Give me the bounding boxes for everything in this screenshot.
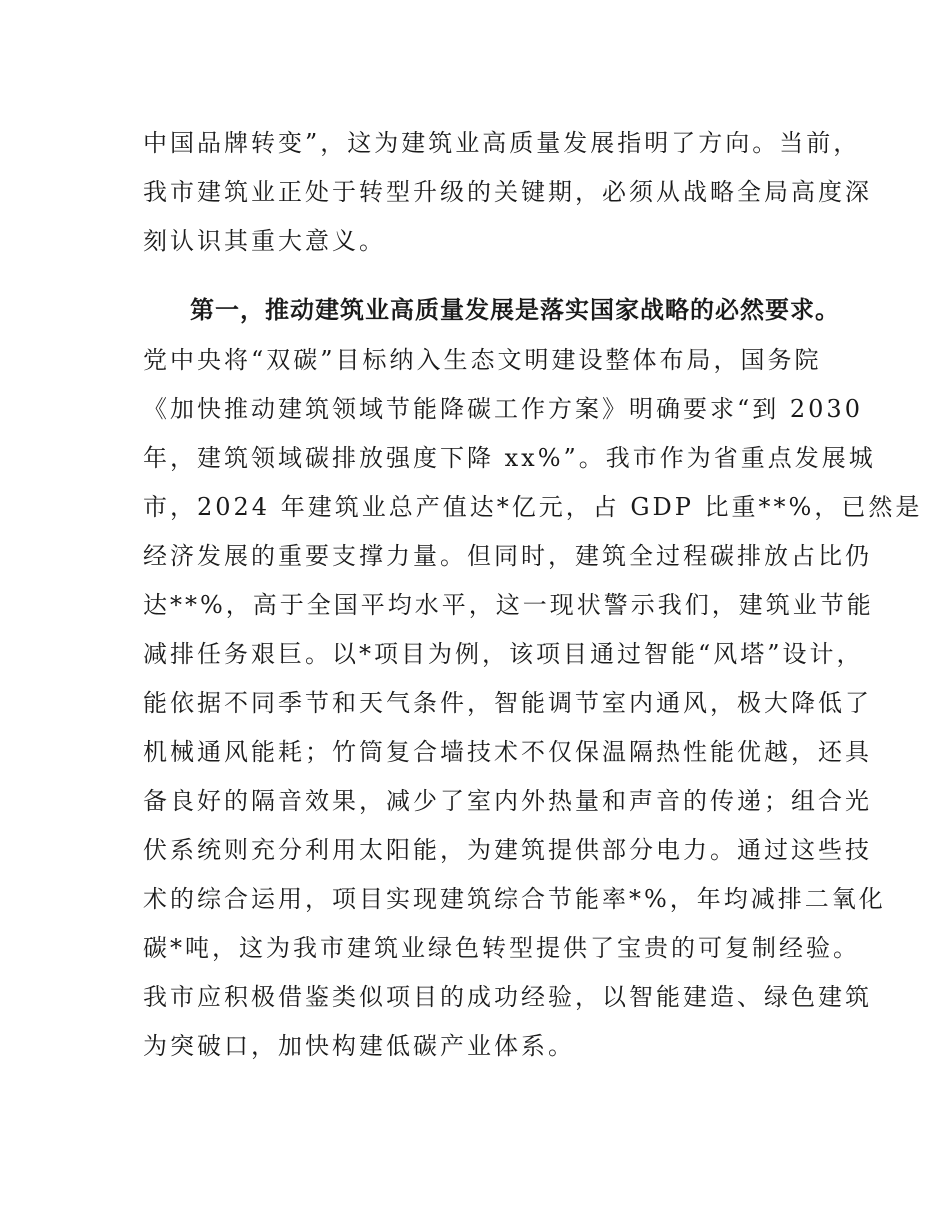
intro-line-2: 我市建筑业正处于转型升级的关键期，必须从战略全局高度深 bbox=[143, 178, 872, 206]
body-line-2: 《加快推动建筑领域节能降碳工作方案》明确要求“到 2030 bbox=[143, 395, 863, 423]
body-line-4: 市，2024 年建筑业总产值达*亿元，占 GDP 比重**%，已然是 bbox=[143, 493, 923, 521]
body-line-12: 术的综合运用，项目实现建筑综合节能率*%，年均减排二氧化 bbox=[143, 885, 886, 913]
body-line-9: 机械通风能耗；竹筒复合墙技术不仅保温隔热性能优越，还具 bbox=[143, 738, 872, 766]
body-line-15: 为突破口，加快构建低碳产业体系。 bbox=[143, 1032, 575, 1060]
body-line-7: 减排任务艰巨。以*项目为例，该项目通过智能“风塔”设计， bbox=[143, 640, 864, 668]
section-heading: 第一，推动建筑业高质量发展是落实国家战略的必然要求。 bbox=[190, 296, 840, 324]
body-line-11: 伏系统则充分利用太阳能，为建筑提供部分电力。通过这些技 bbox=[143, 836, 872, 864]
body-line-5: 经济发展的重要支撑力量。但同时，建筑全过程碳排放占比仍 bbox=[143, 542, 872, 570]
body-line-14: 我市应积极借鉴类似项目的成功经验，以智能建造、绿色建筑 bbox=[143, 983, 872, 1011]
intro-line-1: 中国品牌转变”，这为建筑业高质量发展指明了方向。当前， bbox=[143, 129, 861, 157]
body-line-8: 能依据不同季节和天气条件，智能调节室内通风，极大降低了 bbox=[143, 689, 872, 717]
body-line-13: 碳*吨，这为我市建筑业绿色转型提供了宝贵的可复制经验。 bbox=[143, 934, 860, 962]
body-line-1: 党中央将“双碳”目标纳入生态文明建设整体布局，国务院 bbox=[143, 346, 822, 374]
body-line-10: 备良好的隔音效果，减少了室内外热量和声音的传递；组合光 bbox=[143, 787, 872, 815]
intro-line-3: 刻认识其重大意义。 bbox=[143, 227, 386, 255]
body-line-3: 年，建筑领域碳排放强度下降 xx%”。我市作为省重点发展城 bbox=[143, 444, 876, 472]
body-line-6: 达**%，高于全国平均水平，这一现状警示我们，建筑业节能 bbox=[143, 591, 874, 619]
